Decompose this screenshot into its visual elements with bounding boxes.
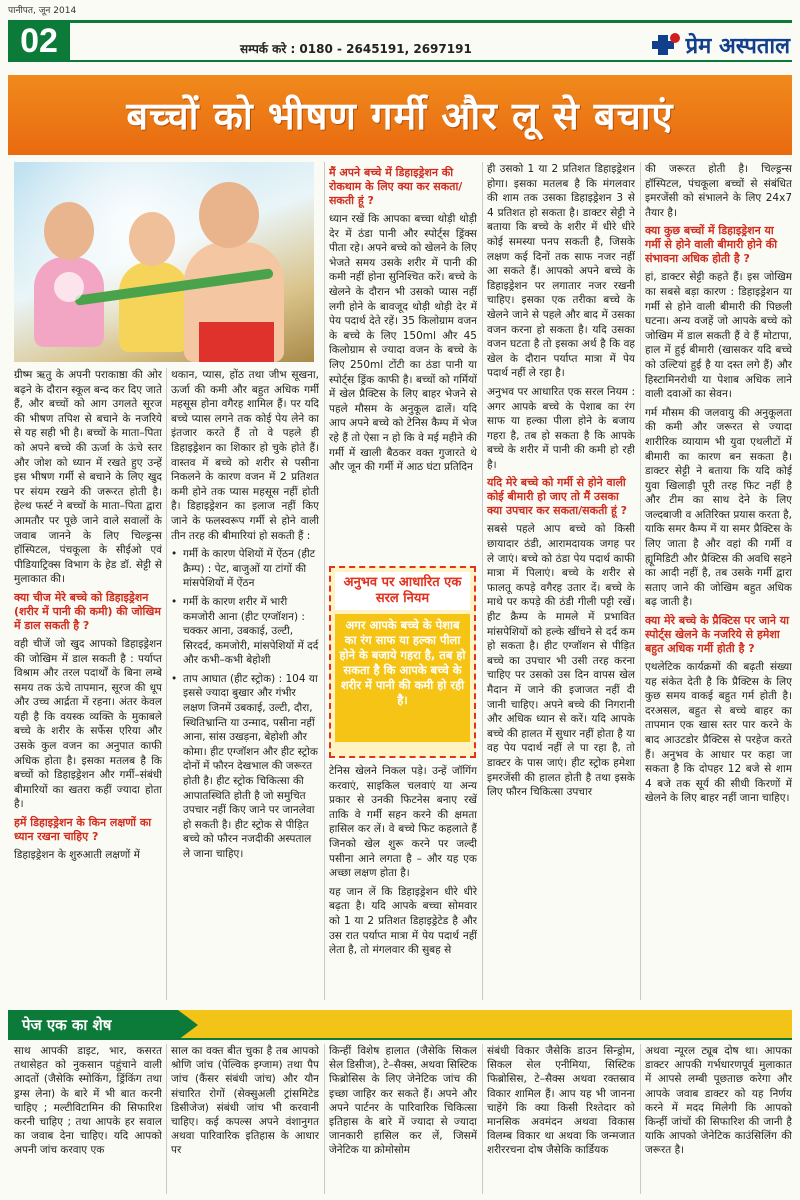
header-rule xyxy=(70,20,792,23)
logo-text: प्रेम अस्पताल xyxy=(685,34,790,59)
answer-paragraph: हां, डाक्टर सेट्टी कहते हैं। इस जोखिम का सबसे बड़ा कारण : डिहाइड्रेशन या गर्मी से होने वाली बीमारी की पिछली घटना। अन्य वजहें जो आपके बच्चे को जोखिम में डाल सकती हैं वे हैं मोटापा, हाल में हुई बीमारी (खासकर यदि बच्चे को उल्टियां हुई है या दस्त लगे हैं) और हिस्टामिनरोधी या पेशाब अधिक लाने वाली दवाओं का सेवन। xyxy=(645,271,792,401)
article-column-4 xyxy=(487,162,635,1000)
question-heading: क्या मेरे बच्चे के प्रैक्टिस पर जाने या स्पोर्ट्स खेलने के नजरिये से हमेशा बहुत अधिक गर्मी होती है ? xyxy=(645,614,790,656)
page-number: 02 xyxy=(8,20,70,62)
question-heading: क्या चीज मेरे बच्चे को डिहाइड्रेशन (शरीर में पानी की कमी) की जोखिम में डाल सकती है ? xyxy=(14,590,161,632)
article-column-5 xyxy=(645,162,792,1000)
answer-paragraph: ध्यान रखें कि आपका बच्चा थोड़ी थोड़ी देर में ठंडा पानी और स्पोर्ट्स ड्रिंक्स पीता रहे। अपने बच्चे को खेलने के लिए भेजते समय उसके शरीर में पानी की कमी नहीं होना सुनिश्चित करें। बच्चे के खेलने के दौरान भी उसको प्यास नहीं लगी होने के बावजूद थोड़ी थोड़ी देर में पेय पदार्थ देते रहें। 35 किलोग्राम वजन के बच्चे के लिए 150ml और 45 किलोग्राम से ज्यादा वजन के बच्चे के लिए 250ml टोंटी का ठंडा पानी या स्पोर्ट्स ड्रिंक काफी है। बच्चों को गर्मियों में खेल प्रैक्टिस के लिए बाहर भेजने से पहले मौसम के अनुकूल ढालें। यदि आप अपने बच्चे को टेनिस कैम्प में भेज रहे हैं तो ऐसा न हो कि वे मई महीने की गर्मी में खाली बैठकर वक्त गुजारते थे और जून की गर्मी में आठ घंटा प्रतिदिन xyxy=(329,213,477,474)
callout-title: अनुभव पर आधारित एक सरल नियम xyxy=(335,572,470,610)
question-heading: हमें डिहाइड्रेशन के किन लक्षणों का ध्यान रखना चाहिए ? xyxy=(14,816,152,844)
list-item: • गर्मी के कारण पेशियों में ऐंठन (हीट क्रैम्प) : पेट, बाजुओं या टांगों की मांसपेशियों में ऐंठन xyxy=(171,547,319,591)
body-paragraph: अनुभव पर आधारित एक सरल नियम : अगर आपके बच्चे के पेशाब का रंग साफ या हल्का पीला होने के बजाय गहरा है, तब हो सकता है कि आपके बच्चे के शरीर में पानी की कमी हो रही है। xyxy=(487,385,635,471)
article-column-3 xyxy=(329,162,477,562)
cross-logo-icon xyxy=(650,33,680,57)
continued-column-2 xyxy=(171,1044,319,1194)
headline: बच्चों को भीषण गर्मी और लू से बचाएं xyxy=(126,94,674,138)
article-column-3-lower xyxy=(329,764,477,1000)
article-column-2 xyxy=(171,368,319,1000)
rule-of-thumb-box xyxy=(329,566,476,758)
list-item: • गर्मी के कारण शरीर में भारी कमजोरी आना (हीट एग्जॉशन) : चक्कर आना, उबकाई, उल्टी, सिरदर्द, कमजोरी, मांसपेशियों में दर्द और कभी–कभी बेहोशी xyxy=(171,595,319,668)
continued-column-4 xyxy=(487,1044,635,1194)
question-heading: मैं अपने बच्चे में डिहाइड्रेशन की रोकथाम के लिए क्या कर सकता/सकती हूं ? xyxy=(329,166,463,207)
body-paragraph: थकान, प्यास, होंठ तथा जीभ सूखना, ऊर्जा की कमी और बहुत अधिक गर्मी महसूस होना वगैरह शामिल हैं। पर यदि बच्चे प्यास लगने तक कोई पेय लेने का इंतजार करते हैं तो वे पहले ही डिहाइड्रेशन का शिकार हो चुके होते हैं। वास्तव में बच्चे को शरीर से पसीना निकलने के कारण वजन में 2 प्रतिशत कमी होने तक प्यास महसूस नहीं होती है। डिहाइड्रेशन का इलाज नहीं किए जाने के फलस्वरूप गर्मी से होने वाली तीन तरह की बीमारियां हो सकती हैं : xyxy=(171,369,319,542)
continued-paragraph: साथ आपकी डाइट, भार, कसरत तथासेहत को नुकसान पहुंचाने वाली आदतों (जैसेकि स्मोकिंग, ड्रिंकिंग तथा ड्रग्स लेना) के बारे में भी बात करनी चाहिए ; मल्टीविटामिन की सिफारिश करनी चाहिए ; तथा आपके हर सवाल का जवाब देना चाहिए। यदि आपको अपनी जांच करवाए एक xyxy=(14,1045,162,1157)
continued-column-5 xyxy=(645,1044,792,1194)
continued-banner xyxy=(8,1010,792,1040)
continued-column-1 xyxy=(14,1044,162,1194)
callout-body: अगर आपके बच्चे के पेशाब का रंग साफ या हल्का पीला होने के बजाये गहरा है, तब हो सकता है कि आपके बच्चे के शरीर में पानी की कमी हो रही है। xyxy=(335,614,470,742)
hospital-logo xyxy=(650,30,790,60)
continued-paragraph: साल का वक्त बीत चुका है तब आपको श्रोणि जांच (पेल्विक इग्जाम) तथा पैप जांच (कैंसर संबंधी जांच) और यौन संचारित रोगों (सेक्सुअली ट्रांसमिटेड डिसीजेज) संबंधी जांच भी करवानी चाहिए। कई कपल्स अपने वंशानुगत अथवा पारिवारिक इतिहास के आधार पर xyxy=(171,1045,319,1157)
dateline: पानीपत, जून 2014 xyxy=(8,6,77,16)
question-heading: क्या कुछ बच्चों में डिहाइड्रेशन या गर्मी से होने वाली बीमारी होने की संभावना अधिक होती है ? xyxy=(645,224,778,266)
list-item: • ताप आघात (हीट स्ट्रोक) : 104 या इससे ज्यादा बुखार और गंभीर लक्षण जिनमें उबकाई, उल्टी, दौरा, स्थितिभ्रान्ति या उन्माद, पसीना नहीं आना, सांस उखड़ना, बेहोशी और कोमा। हीट एग्जॉशन और हीट स्ट्रोक दोनों में फौरन देखभाल की जरूरत होती है। हीट स्ट्रोक चिकित्सा की आपातस्थिति होती है जो समुचित उपचार नहीं किए जाने पर जानलेवा हो सकती है। हीट स्ट्रोक से पीड़ित बच्चे को फौरन नजदीकी अस्पताल ले जाना चाहिए। xyxy=(171,672,319,862)
contact-numbers: सम्पर्क करे : 0180 - 2645191, 2697191 xyxy=(240,42,472,56)
article-column-1 xyxy=(14,368,162,1000)
body-paragraph: गर्म मौसम की जलवायु की अनुकूलता की कमी और जरूरत से ज्यादा शारीरिक व्यायाम भी युवा एथलीटों में बीमारी का कारण बन सकता है। डाक्टर सेट्टी ने बताया कि यदि कोई युवा खिलाड़ी पूरी तरह फिट नहीं है और टीम का साथ देने के लिए जल्दबाजी व अतिरिक्त प्रयास करता है, याकि समर कैम्प में या समर प्रैक्टिस के लिए जाता है और वहां की गर्मी व ह्यूमिडिटी और प्रैक्टिस की अवधि सहने का आदी नहीं है, तब उसके गर्मी द्वारा सताए जाने की जोखिम बहुत अधिक बढ़ जाती है। xyxy=(645,406,792,609)
intro-paragraph: ग्रीष्म ऋतु के अपनी पराकाष्ठा की ओर बढ़ने के दौरान स्कूल बन्द कर दिए जाते हैं, और बच्चों को आग उगलते सूरज की भीषण तपिश से बचाने के नजरिये से यह सही भी है। बच्चों के माता–पिता को अपने बच्चे की ऊर्जा के ऊंचे स्तर और जोश को ध्यान में रखते हुए उन्हें इस भीषण गर्मी से बचाने के लिए खुद पर संयम रखने की जरूरत होती है। हेल्थ फर्स्ट ने बच्चों के माता–पिता द्वारा आमतौर पर पूछे जाने वाले सवालों के जवाब जानने के लिए चिल्ड्रन्स हॉस्पिटल, पंचकूला के सीईओ एवं पीडियाट्रिक्स विभाग के हेड डॉ. सेट्टी से मुलाकात की। xyxy=(14,369,162,586)
continued-paragraph: संबंधी विकार जैसेकि डाउन सिन्ड्रोम, सिकल सेल एनीमिया, सिस्टिक फिब्रोसिस, टे–सैक्स अथवा रक्तस्राव विकार शामिल हैं। आप यह भी जानना चाहेंगे कि क्या किसी रिश्तेदार को मानसिक अवमंदन अथवा विकास विलम्ब विकार था अथवा कि जन्मजात शरीररचना दोष जैसेकि कार्डियक xyxy=(487,1045,635,1157)
header-rule-bottom xyxy=(70,60,792,62)
answer-paragraph: वही चीजें जो खुद आपको डिहाइड्रेशन की जोखिम में डाल सकती है : पर्याप्त विश्राम और तरल पदार्थों के बिना लम्बे समय तक ऊंचे तापमान, सूरज की धूप और उच्च आर्द्रता में रहना। अंतर केवल यही है कि वयस्क व्यक्ति के मुकाबले बच्चे के शरीर के सर्फेस एरिया और उसके कुल वजन का अनुपात काफी अधिक होता है। इसका मतलब है कि बच्चों को डिहाइड्रेशन और गर्मी–संबंधी बीमारियों का खतरा कहीं ज्यादा होता है। xyxy=(14,637,162,811)
continued-paragraph: किन्हीं विशेष हालात (जैसेकि सिकल सेल डिसीज), टे–सैक्स, अथवा सिस्टिक फिब्रोसिस के लिए जेनेटिक जांच की इच्छा जाहिर कर सकते हैं। अपने और अपने पार्टनर के पारिवारिक चिकित्सा इतिहास के बारे में ज्यादा से ज्यादा जानकारी हासिल कर लें, जिसमें जेनेटिक या क्रोमोसोम xyxy=(329,1045,477,1157)
body-paragraph: की जरूरत होती है। चिल्ड्रन्स हॉस्पिटल, पंचकूला बच्चों से संबंधित इमरजेंसी को संभालने के लिए 24x7 तैयार है। xyxy=(645,163,792,219)
answer-paragraph: सबसे पहले आप बच्चे को किसी छायादार ठंडी, आरामदायक जगह पर ले जाएं। बच्चे को ठंडा पेय पदार्थ काफी मात्रा में पिलाएं। बच्चे के शरीर से फालतू कपड़े वगैरह उतार दें। बच्चे के माथे पर कपड़े की ठंडी गीली पट्टी रखें। हीट क्रैम्प के मामले में प्रभावित मांसपेशियों को हल्के खींचने से दर्द कम हो सकता है। हीट एग्जॉशन से पीड़ित बच्चे का उपचार भी उसी तरह करना चाहिए पर उसको उस दिन वापस खेल मैदान में जाने की इजाजत नहीं दी जानी चाहिए। अपने बच्चे की निगरानी और अधिक ध्यान से करें। यदि आपके बच्चे की हालत में सुधार नहीं होता है या वह पेय पदार्थ नहीं ले पा रहा है, तो डाक्टर के पास जाएं। हीट स्ट्रोक हमेशा इमरजेंसी की हालत होती है तथा इसके लिए फौरन चिकित्सा उपचार xyxy=(487,523,635,799)
continued-column-3 xyxy=(329,1044,477,1194)
body-paragraph: यह जान लें कि डिहाइड्रेशन धीरे धीरे बढ़ता है। यदि आपके बच्चा सोमवार को 1 या 2 प्रतिशत डिहाइड्रेटेड है और उस रात पर्याप्त मात्रा में पेय पदार्थ नहीं लेता है, तो मंगलवार की सुबह से xyxy=(329,885,477,957)
children-water-photo xyxy=(14,162,314,362)
answer-paragraph: एथलेटिक कार्यक्रमों की बढ़ती संख्या यह संकेत देती है कि प्रैक्टिस के लिए कुछ समय वाकई बहुत गर्म होती है। दरअसल, बहुत से बच्चे बाहर का तापमान एक खास स्तर पार करने के बाद आउटडोर प्रैक्टिस से परहेज करते हैं। अनुभव के आधार पर कहा जा सकता है कि दोपहर 12 बजे से शाम 4 बजे तक सूर्य की सीधी किरणों में खेलने के लिए बाहर नहीं जाना चाहिए। xyxy=(645,661,792,805)
question-heading: यदि मेरे बच्चे को गर्मी से होने वाली कोई बीमारी हो जाए तो मैं उसका क्या उपचार कर सकता/सकती हूं ? xyxy=(487,476,628,518)
body-paragraph: टेनिस खेलने निकल पड़े। उन्हें जॉगिंग करवाएं, साइकिल चलवाएं या अन्य प्रकार से उनकी फिटनेस बनाए रखें ताकि वे गर्मी सहन करने की क्षमता हासिल कर लें। वे बच्चे फिट कहलाते हैं जिनको खेल शुरू करने पर जल्दी पसीना आने लगता है – और यह एक अच्छा लक्षण होता है। xyxy=(329,765,477,880)
body-paragraph: ही उसको 1 या 2 प्रतिशत डिहाइड्रेशन होगा। इसका मतलब है कि मंगलवार की शाम तक उसका डिहाइड्रेशन 3 से 4 प्रतिशत हो सकता है। डाक्टर सेट्टी ने बताया कि बच्चे के शरीर में धीरे धीरे कोई समस्या पनप सकती है, जिसके लक्षण कई दिनों तक साफ नजर नहीं आ सकते हैं। आपको अपने बच्चे के डिहाइड्रेशन पर लगातार नजर रखनी चाहिए। इसका एक तरीका बच्चे के खेलने जाने से पहले और बाद में उसका वजन करना हो सकता है। यदि उसका वजन घटता है तो इसका अर्थ है कि वह खेल के दौरान पर्याप्त मात्रा में पेय पदार्थ नहीं ले रहा है। xyxy=(487,163,635,380)
answer-paragraph: डिहाइड्रेशन के शुरुआती लक्षणों में xyxy=(14,849,140,862)
continued-paragraph: अथवा न्यूरल ट्यूब दोष था। आपका डाक्टर आपकी गर्भधारणपूर्व मुलाकात में आपसे लम्बी पूछताछ करेगा और आपके जवाब डाक्टर को यह निर्णय करने में मदद मिलेगी कि आपको किन्हीं जांचों की सिफारिश की जानी है याकि आपको जेनेटिक काउंसिलिंग की जरूरत है। xyxy=(645,1045,792,1157)
headline-banner xyxy=(8,75,792,155)
continued-tag: पेज एक का शेष xyxy=(8,1010,178,1040)
symptom-list xyxy=(171,547,319,861)
